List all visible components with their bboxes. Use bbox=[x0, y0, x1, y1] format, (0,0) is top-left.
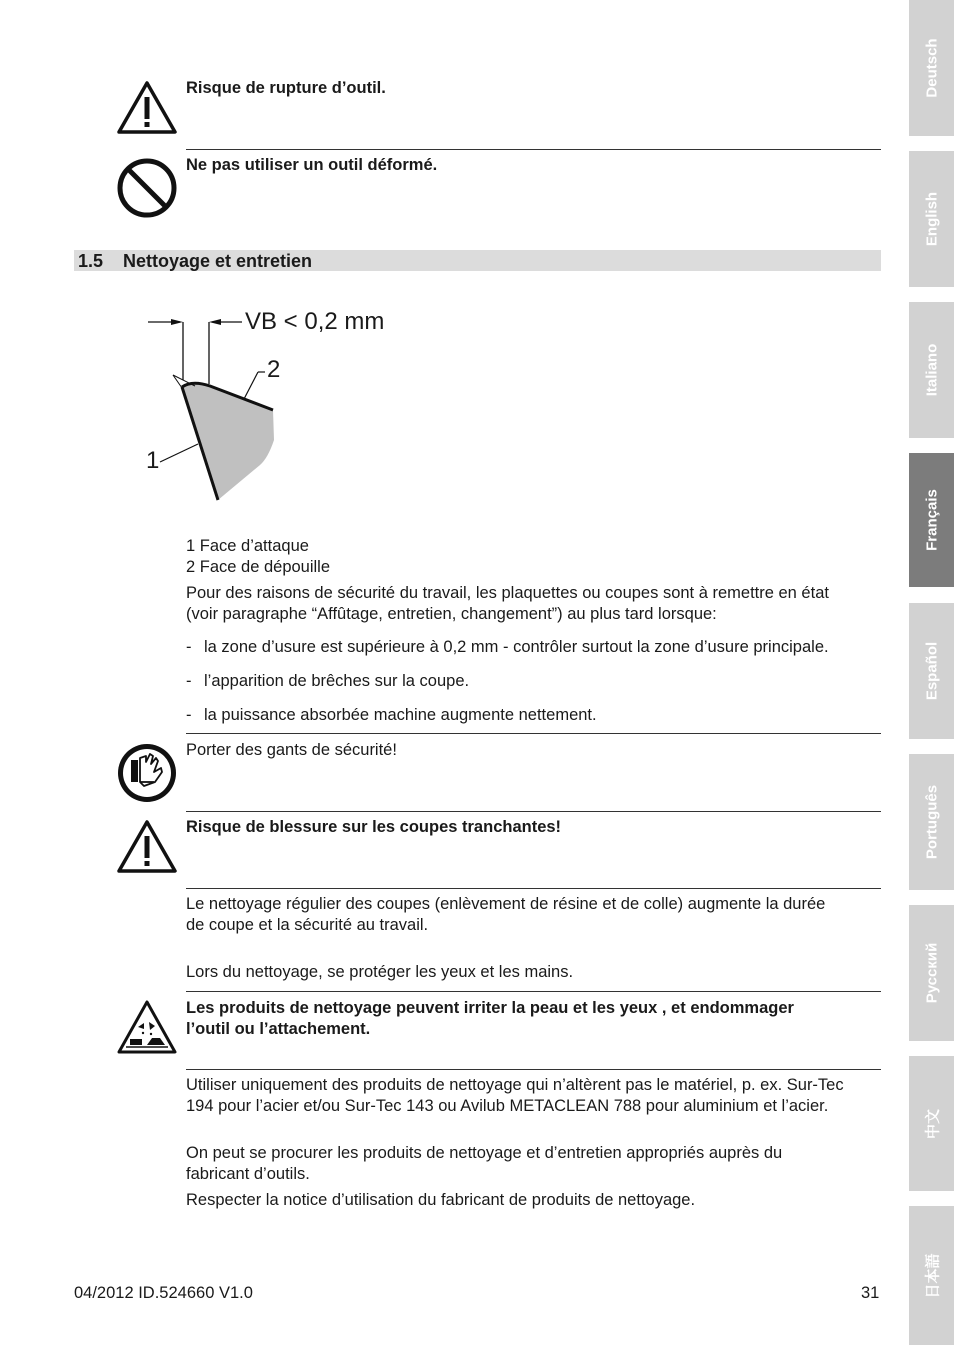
tab-russian[interactable] bbox=[909, 905, 954, 1041]
bullet-marker: - bbox=[186, 638, 192, 656]
footer-doc-id: 04/2012 ID.524660 V1.0 bbox=[74, 1284, 253, 1302]
tab-english[interactable] bbox=[909, 151, 954, 287]
legend-item: 1 Face d’attaque bbox=[186, 537, 309, 555]
paragraph-line: Respecter la notice d’utilisation du fabricant de produits de nettoyage. bbox=[186, 1191, 696, 1209]
tool-break-warning: Risque de rupture d’outil. bbox=[186, 79, 386, 97]
section-title: Nettoyage et entretien bbox=[123, 251, 313, 271]
divider bbox=[186, 1069, 881, 1070]
tab-francais[interactable] bbox=[909, 453, 954, 587]
cut-injury-warning: Risque de blessure sur les coupes tranchantes! bbox=[186, 818, 562, 836]
paragraph-line: de coupe et la sécurité au travail. bbox=[186, 916, 429, 934]
paragraph-line: On peut se procurer les produits de nettoyage et d’entretien appropriés auprès du bbox=[186, 1144, 783, 1162]
intro-paragraph-line: Pour des raisons de sécurité du travail, les plaquettes ou coupes sont à remettre en état bbox=[186, 584, 829, 602]
tab-label: Português bbox=[923, 784, 940, 860]
cleaning-warning-line: Les produits de nettoyage peuvent irriter la peau et les yeux , et endommager bbox=[186, 999, 794, 1017]
gloves-notice: Porter des gants de sécurité! bbox=[186, 741, 397, 759]
tab-label: 日本語 bbox=[924, 1252, 941, 1299]
tab-japanese[interactable] bbox=[909, 1206, 954, 1345]
tab-portugues[interactable] bbox=[909, 754, 954, 890]
section-number: 1.5 bbox=[78, 251, 104, 271]
tab-chinese[interactable] bbox=[909, 1056, 954, 1191]
paragraph-line: 194 pour l’acier et/ou Sur-Tec 143 ou Avilub METACLEAN 788 pour aluminium et l’acier. bbox=[186, 1097, 829, 1115]
intro-paragraph-line: (voir paragraphe “Affûtage, entretien, changement”) au plus tard lorsque: bbox=[186, 605, 717, 623]
paragraph-line: Lors du nettoyage, se protéger les yeux et les mains. bbox=[186, 963, 574, 981]
page-number: 31 bbox=[861, 1284, 880, 1302]
divider bbox=[186, 811, 881, 812]
tab-deutsch[interactable] bbox=[909, 0, 954, 136]
deformed-tool-warning: Ne pas utiliser un outil déformé. bbox=[186, 156, 438, 174]
tab-label: Русский bbox=[923, 942, 940, 1004]
bullet-marker: - bbox=[186, 672, 192, 690]
legend-item: 2 Face de dépouille bbox=[186, 558, 331, 576]
warning-triangle-icon bbox=[116, 819, 178, 874]
paragraph-line: Utiliser uniquement des produits de nettoyage qui n’altèrent pas le matériel, p. ex. Sur-Tec bbox=[186, 1076, 844, 1094]
prohibition-icon bbox=[116, 157, 178, 219]
divider bbox=[186, 149, 881, 150]
tab-italiano[interactable] bbox=[909, 302, 954, 438]
cleaning-warning-line: l’outil ou l’attachement. bbox=[186, 1020, 371, 1038]
divider bbox=[186, 991, 881, 992]
measure-label: VB < 0,2 mm bbox=[245, 308, 385, 335]
list-item: la puissance absorbée machine augmente nettement. bbox=[204, 706, 597, 724]
tab-label: English bbox=[923, 191, 940, 247]
list-item: l’apparition de brêches sur la coupe. bbox=[204, 672, 470, 690]
divider bbox=[186, 888, 881, 889]
figure-label-2: 2 bbox=[267, 356, 281, 383]
warning-triangle-icon bbox=[116, 80, 178, 135]
corrosive-hazard-icon bbox=[116, 999, 178, 1055]
list-item: la zone d’usure est supérieure à 0,2 mm - contrôler surtout la zone d’usure principale. bbox=[204, 638, 829, 656]
tab-label: Deutsch bbox=[923, 38, 940, 98]
tab-label: Español bbox=[923, 641, 940, 701]
paragraph-line: Le nettoyage régulier des coupes (enlèvement de résine et de colle) augmente la durée bbox=[186, 895, 826, 913]
tab-label: Français bbox=[923, 489, 940, 551]
divider bbox=[186, 733, 881, 734]
gloves-icon bbox=[116, 742, 178, 804]
bullet-marker: - bbox=[186, 706, 192, 724]
figure-label-1: 1 bbox=[146, 447, 160, 474]
tab-espanol[interactable] bbox=[909, 603, 954, 739]
tab-label: 中文 bbox=[924, 1108, 941, 1139]
paragraph-line: fabricant d’outils. bbox=[186, 1165, 310, 1183]
tab-label: Italiano bbox=[923, 343, 940, 397]
